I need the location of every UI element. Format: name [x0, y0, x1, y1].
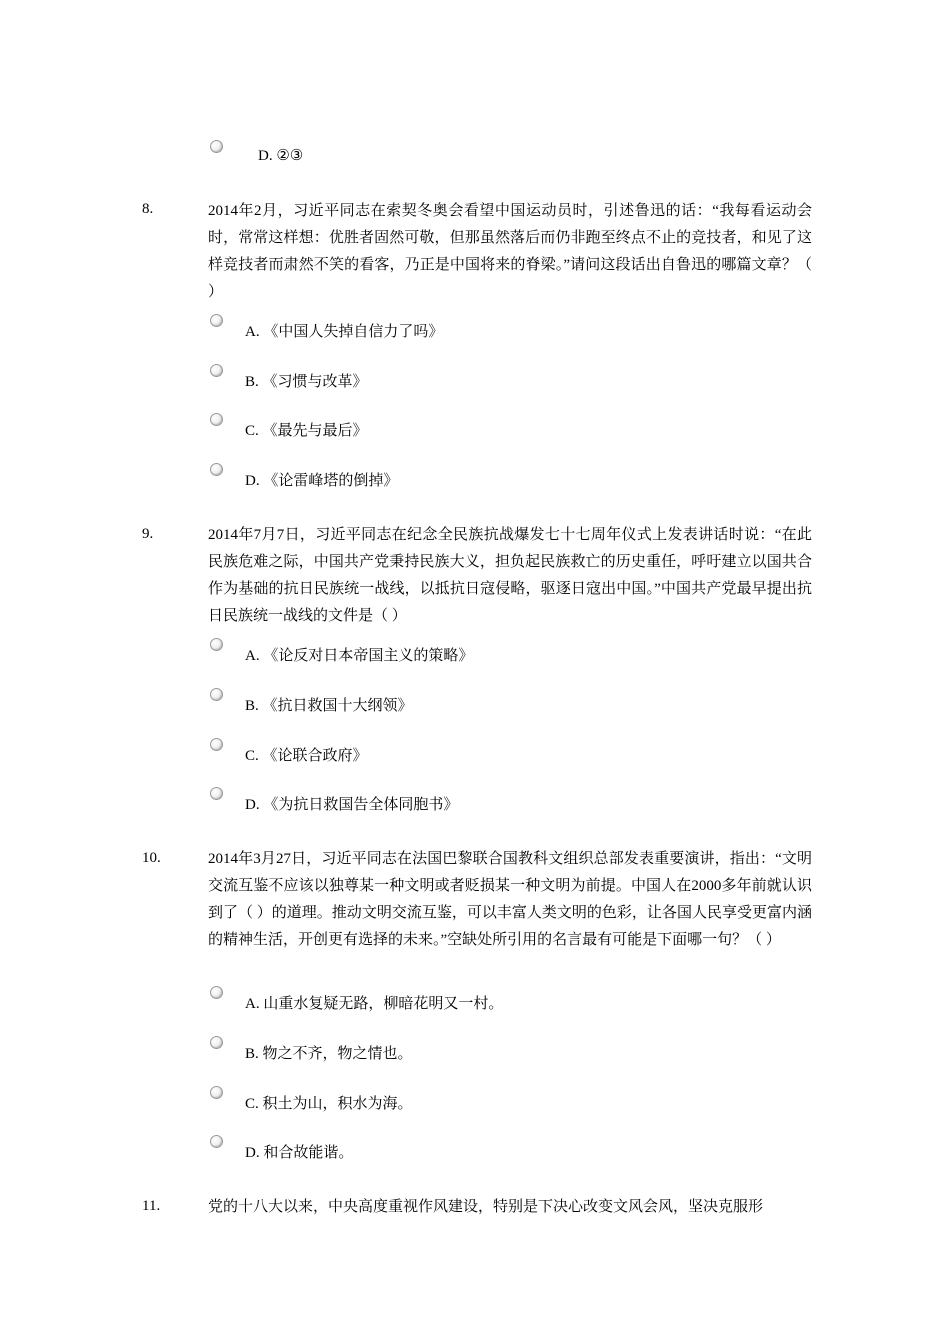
radio-button[interactable]: [210, 738, 223, 751]
radio-button[interactable]: [210, 314, 223, 327]
option-label: D. ②③: [258, 148, 304, 164]
radio-button[interactable]: [210, 364, 223, 377]
option-label: A. 《中国人失掉自信力了吗》: [245, 324, 444, 340]
question-10-text: 2014年3月27日，习近平同志在法国巴黎联合国教科文组织总部发表重要演讲，指出：“文明交流互鉴不应该以独尊某一种文明或者贬损某一种文明为前提。中国人在2000多年前就认识到了（ ）的道理。推动文明交流互鉴，可以丰富人类文明的色彩，让各国人民享受更富内涵的精神生活，开创更有选择的未来。”空缺处所引用的名言最有可能是下面哪一句？（ ）: [208, 851, 812, 948]
radio-button[interactable]: [210, 1135, 223, 1148]
question-8-number: 8.: [142, 201, 154, 217]
option-label: A. 山重水复疑无路，柳暗花明又一村。: [245, 996, 504, 1012]
radio-button[interactable]: [210, 463, 223, 476]
radio-button[interactable]: [210, 413, 223, 426]
question-10-number: 10.: [142, 850, 161, 866]
question-9-text: 2014年7月7日，习近平同志在纪念全民族抗战爆发七十七周年仪式上发表讲话时说：“在此民族危难之际，中国共产党秉持民族大义，担负起民族救亡的历史重任，呼吁建立以国共合作为基础的抗日民族统一战线，以抵抗日寇侵略，驱逐日寇出中国。”中国共产党最早提出抗日民族统一战线的文件是（ ）: [208, 527, 812, 624]
option-label: A. 《论反对日本帝国主义的策略》: [245, 648, 474, 664]
option-label: B. 《抗日救国十大纲领》: [245, 698, 413, 714]
option-label: B. 物之不齐，物之情也。: [245, 1046, 413, 1062]
option-label: B. 《习惯与改革》: [245, 374, 368, 390]
option-label: C. 《论联合政府》: [245, 748, 368, 764]
option-label: D. 《论雷峰塔的倒掉》: [245, 473, 399, 489]
question-8-text: 2014年2月，习近平同志在索契冬奥会看望中国运动员时，引述鲁迅的话：“我每看运动会时，常常这样想：优胜者固然可敬，但那虽然落后而仍非跑至终点不止的竞技者，和见了这样竞技者而肃然不笑的看客，乃正是中国将来的脊梁。”请问这段话出自鲁迅的哪篇文章？（ ）: [208, 203, 812, 300]
question-9-number: 9.: [142, 526, 154, 542]
radio-button[interactable]: [210, 140, 223, 153]
radio-button[interactable]: [210, 787, 223, 800]
question-11-number: 11.: [142, 1198, 161, 1214]
radio-button[interactable]: [210, 638, 223, 651]
radio-button[interactable]: [210, 688, 223, 701]
option-label: C. 积土为山，积水为海。: [245, 1096, 413, 1112]
radio-button[interactable]: [210, 1086, 223, 1099]
option-label: D. 《为抗日救国告全体同胞书》: [245, 797, 459, 813]
radio-button[interactable]: [210, 986, 223, 999]
question-11-text: 党的十八大以来，中央高度重视作风建设，特别是下决心改变文风会风，坚决克服形: [208, 1199, 764, 1215]
option-label: D. 和合故能谐。: [245, 1145, 354, 1161]
option-label: C. 《最先与最后》: [245, 423, 368, 439]
radio-button[interactable]: [210, 1036, 223, 1049]
